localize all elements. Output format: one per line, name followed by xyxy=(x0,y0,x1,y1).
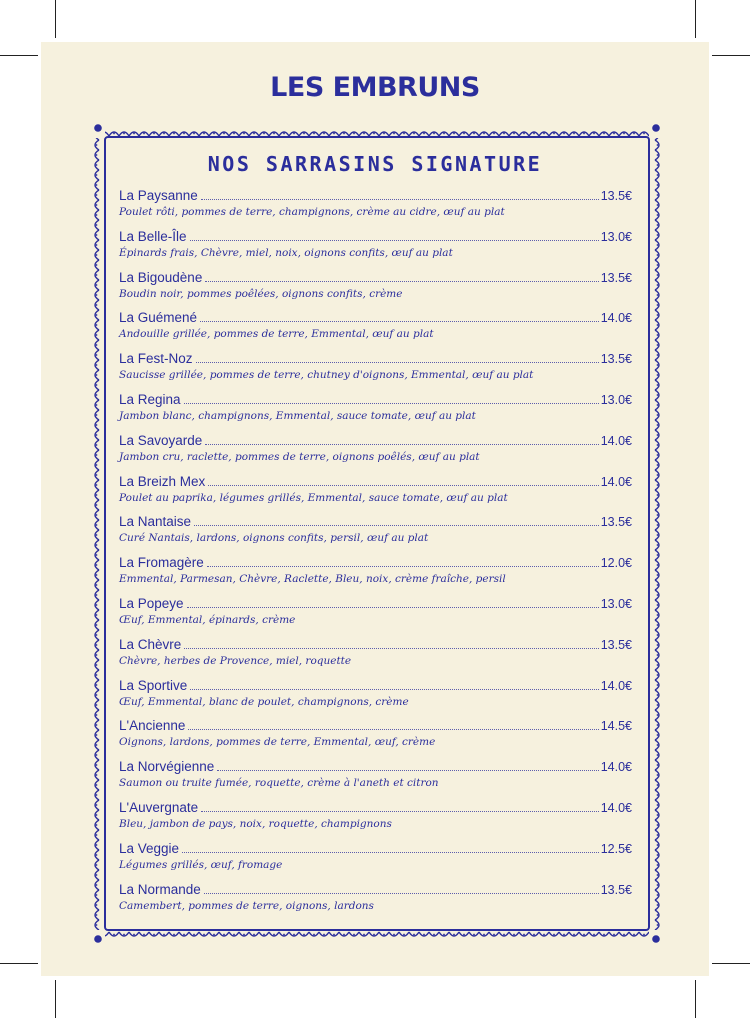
dotted-leader xyxy=(204,893,599,894)
menu-item-row xyxy=(119,555,632,573)
menu-item xyxy=(119,392,632,433)
menu-item xyxy=(119,555,632,596)
dotted-leader xyxy=(201,199,599,200)
menu-item-row xyxy=(119,310,632,328)
menu-item-description: Saumon ou truite fumée, roquette, crème à l'aneth et citron xyxy=(119,777,439,790)
menu-item-description: Boudin noir, pommes poêlées, oignons confits, crème xyxy=(119,287,403,300)
menu-item-row xyxy=(119,514,632,532)
menu-item xyxy=(119,188,632,229)
menu-item-row xyxy=(119,351,632,369)
menu-item-description: Légumes grillés, œuf, fromage xyxy=(119,858,283,871)
menu-item-name: L'Ancienne xyxy=(119,718,186,734)
dotted-leader xyxy=(188,729,598,730)
menu-item xyxy=(119,800,632,841)
menu-item-description: Emmental, Parmesan, Chèvre, Raclette, Bleu, noix, crème fraîche, persil xyxy=(119,573,506,586)
menu-item-name: L'Auvergnate xyxy=(119,799,199,815)
menu-item-name: La Normande xyxy=(119,881,201,897)
menu-item-name: La Breizh Mex xyxy=(119,473,206,489)
menu-item-description: Épinards frais, Chèvre, miel, noix, oignons confits, œuf au plat xyxy=(119,246,453,259)
menu-item-row xyxy=(119,188,632,206)
menu-item-description: Jambon cru, raclette, pommes de terre, oignons poêlés, œuf au plat xyxy=(119,450,480,463)
menu-item-row xyxy=(119,800,632,818)
menu-item-price: 13.0€ xyxy=(600,229,632,244)
menu-item-price: 14.0€ xyxy=(600,474,632,489)
menu-item-price: 13.0€ xyxy=(600,392,632,407)
crop-mark xyxy=(695,980,696,1018)
menu-item xyxy=(119,229,632,270)
menu-list xyxy=(119,188,632,922)
dotted-leader xyxy=(208,485,598,486)
menu-item-name: La Veggie xyxy=(119,840,180,856)
menu-item-price: 14.0€ xyxy=(600,760,632,775)
menu-item-price: 13.5€ xyxy=(600,352,632,367)
menu-item-description: Œuf, Emmental, blanc de poulet, champignons, crème xyxy=(119,695,409,708)
menu-item xyxy=(119,882,632,923)
menu-item-name: La Fest-Noz xyxy=(119,351,193,367)
menu-item-row xyxy=(119,229,632,247)
menu-item-name: La Guémené xyxy=(119,310,198,326)
menu-item-row xyxy=(119,433,632,451)
dotted-leader xyxy=(200,321,599,322)
crop-mark xyxy=(712,55,750,56)
menu-card xyxy=(41,42,709,976)
dotted-leader xyxy=(217,770,598,771)
menu-item-name: La Savoyarde xyxy=(119,432,203,448)
menu-item-name: La Fromagère xyxy=(119,555,204,571)
menu-item-price: 13.5€ xyxy=(600,270,632,285)
crop-mark xyxy=(712,963,750,964)
menu-item xyxy=(119,759,632,800)
dotted-leader xyxy=(205,281,598,282)
menu-item-price: 13.0€ xyxy=(600,596,632,611)
menu-item-description: Saucisse grillée, pommes de terre, chutney d'oignons, Emmental, œuf au plat xyxy=(119,369,534,382)
menu-item-description: Andouille grillée, pommes de terre, Emmental, œuf au plat xyxy=(119,328,434,341)
menu-item-row xyxy=(119,596,632,614)
menu-item-description: Oignons, lardons, pommes de terre, Emmental, œuf, crème xyxy=(119,736,436,749)
menu-item-price: 12.5€ xyxy=(600,841,632,856)
menu-item-row xyxy=(119,678,632,696)
dotted-leader xyxy=(205,444,598,445)
section-title: NOS SARRASINS SIGNATURE xyxy=(207,152,543,176)
menu-item-price: 14.0€ xyxy=(600,433,632,448)
menu-item-name: La Norvégienne xyxy=(119,759,215,775)
menu-item-row xyxy=(119,637,632,655)
menu-item xyxy=(119,718,632,759)
restaurant-logo: LES EMBRUNS xyxy=(270,72,480,103)
crop-mark xyxy=(0,55,38,56)
dotted-leader xyxy=(184,648,598,649)
menu-item-row xyxy=(119,759,632,777)
menu-item-name: La Belle-Île xyxy=(119,228,187,244)
menu-item xyxy=(119,433,632,474)
menu-item-name: La Popeye xyxy=(119,595,184,611)
menu-item-description: Chèvre, herbes de Provence, miel, roquette xyxy=(119,654,352,667)
menu-item-name: La Bigoudène xyxy=(119,269,203,285)
crop-mark xyxy=(0,963,38,964)
menu-item xyxy=(119,310,632,351)
menu-item xyxy=(119,637,632,678)
menu-item-name: La Nantaise xyxy=(119,514,192,530)
menu-item-price: 14.0€ xyxy=(600,678,632,693)
menu-item-price: 14.0€ xyxy=(600,311,632,326)
dotted-leader xyxy=(194,525,599,526)
menu-item-description: Jambon blanc, champignons, Emmental, sauce tomate, œuf au plat xyxy=(119,409,476,422)
menu-item-price: 13.5€ xyxy=(600,515,632,530)
menu-item-name: La Sportive xyxy=(119,677,188,693)
menu-item-name: La Regina xyxy=(119,391,181,407)
menu-item xyxy=(119,270,632,311)
menu-item xyxy=(119,596,632,637)
menu-item-price: 13.5€ xyxy=(600,189,632,203)
dotted-leader xyxy=(190,689,598,690)
menu-item-description: Œuf, Emmental, épinards, crème xyxy=(119,613,296,626)
dotted-leader xyxy=(182,852,599,853)
menu-item-description: Curé Nantais, lardons, oignons confits, persil, œuf au plat xyxy=(119,532,429,545)
menu-item xyxy=(119,474,632,515)
menu-item-price: 14.0€ xyxy=(600,800,632,815)
menu-item-row xyxy=(119,474,632,492)
menu-item-price: 12.0€ xyxy=(600,556,632,571)
menu-item-row xyxy=(119,270,632,288)
menu-item-row xyxy=(119,882,632,900)
menu-item-row xyxy=(119,392,632,410)
menu-item xyxy=(119,351,632,392)
dotted-leader xyxy=(187,607,599,608)
menu-item xyxy=(119,841,632,882)
dotted-leader xyxy=(196,362,599,363)
menu-item-price: 13.5€ xyxy=(600,637,632,652)
menu-item-description: Poulet rôti, pommes de terre, champignons, crème au cidre, œuf au plat xyxy=(119,206,505,218)
menu-item-description: Bleu, jambon de pays, noix, roquette, champignons xyxy=(119,817,392,830)
crop-mark xyxy=(55,980,56,1018)
menu-item-name: La Paysanne xyxy=(119,188,198,203)
crop-mark xyxy=(55,0,56,38)
dotted-leader xyxy=(207,566,599,567)
menu-item xyxy=(119,678,632,719)
menu-item-price: 13.5€ xyxy=(600,882,632,897)
menu-item-row xyxy=(119,718,632,736)
menu-item-row xyxy=(119,841,632,859)
dotted-leader xyxy=(190,240,599,241)
menu-item xyxy=(119,514,632,555)
menu-item-description: Poulet au paprika, légumes grillés, Emmental, sauce tomate, œuf au plat xyxy=(119,491,508,504)
menu-item-name: La Chèvre xyxy=(119,636,182,652)
dotted-leader xyxy=(201,811,599,812)
crop-mark xyxy=(695,0,696,38)
dotted-leader xyxy=(184,403,599,404)
menu-item-price: 14.5€ xyxy=(600,719,632,734)
menu-item-description: Camembert, pommes de terre, oignons, lardons xyxy=(119,899,374,912)
